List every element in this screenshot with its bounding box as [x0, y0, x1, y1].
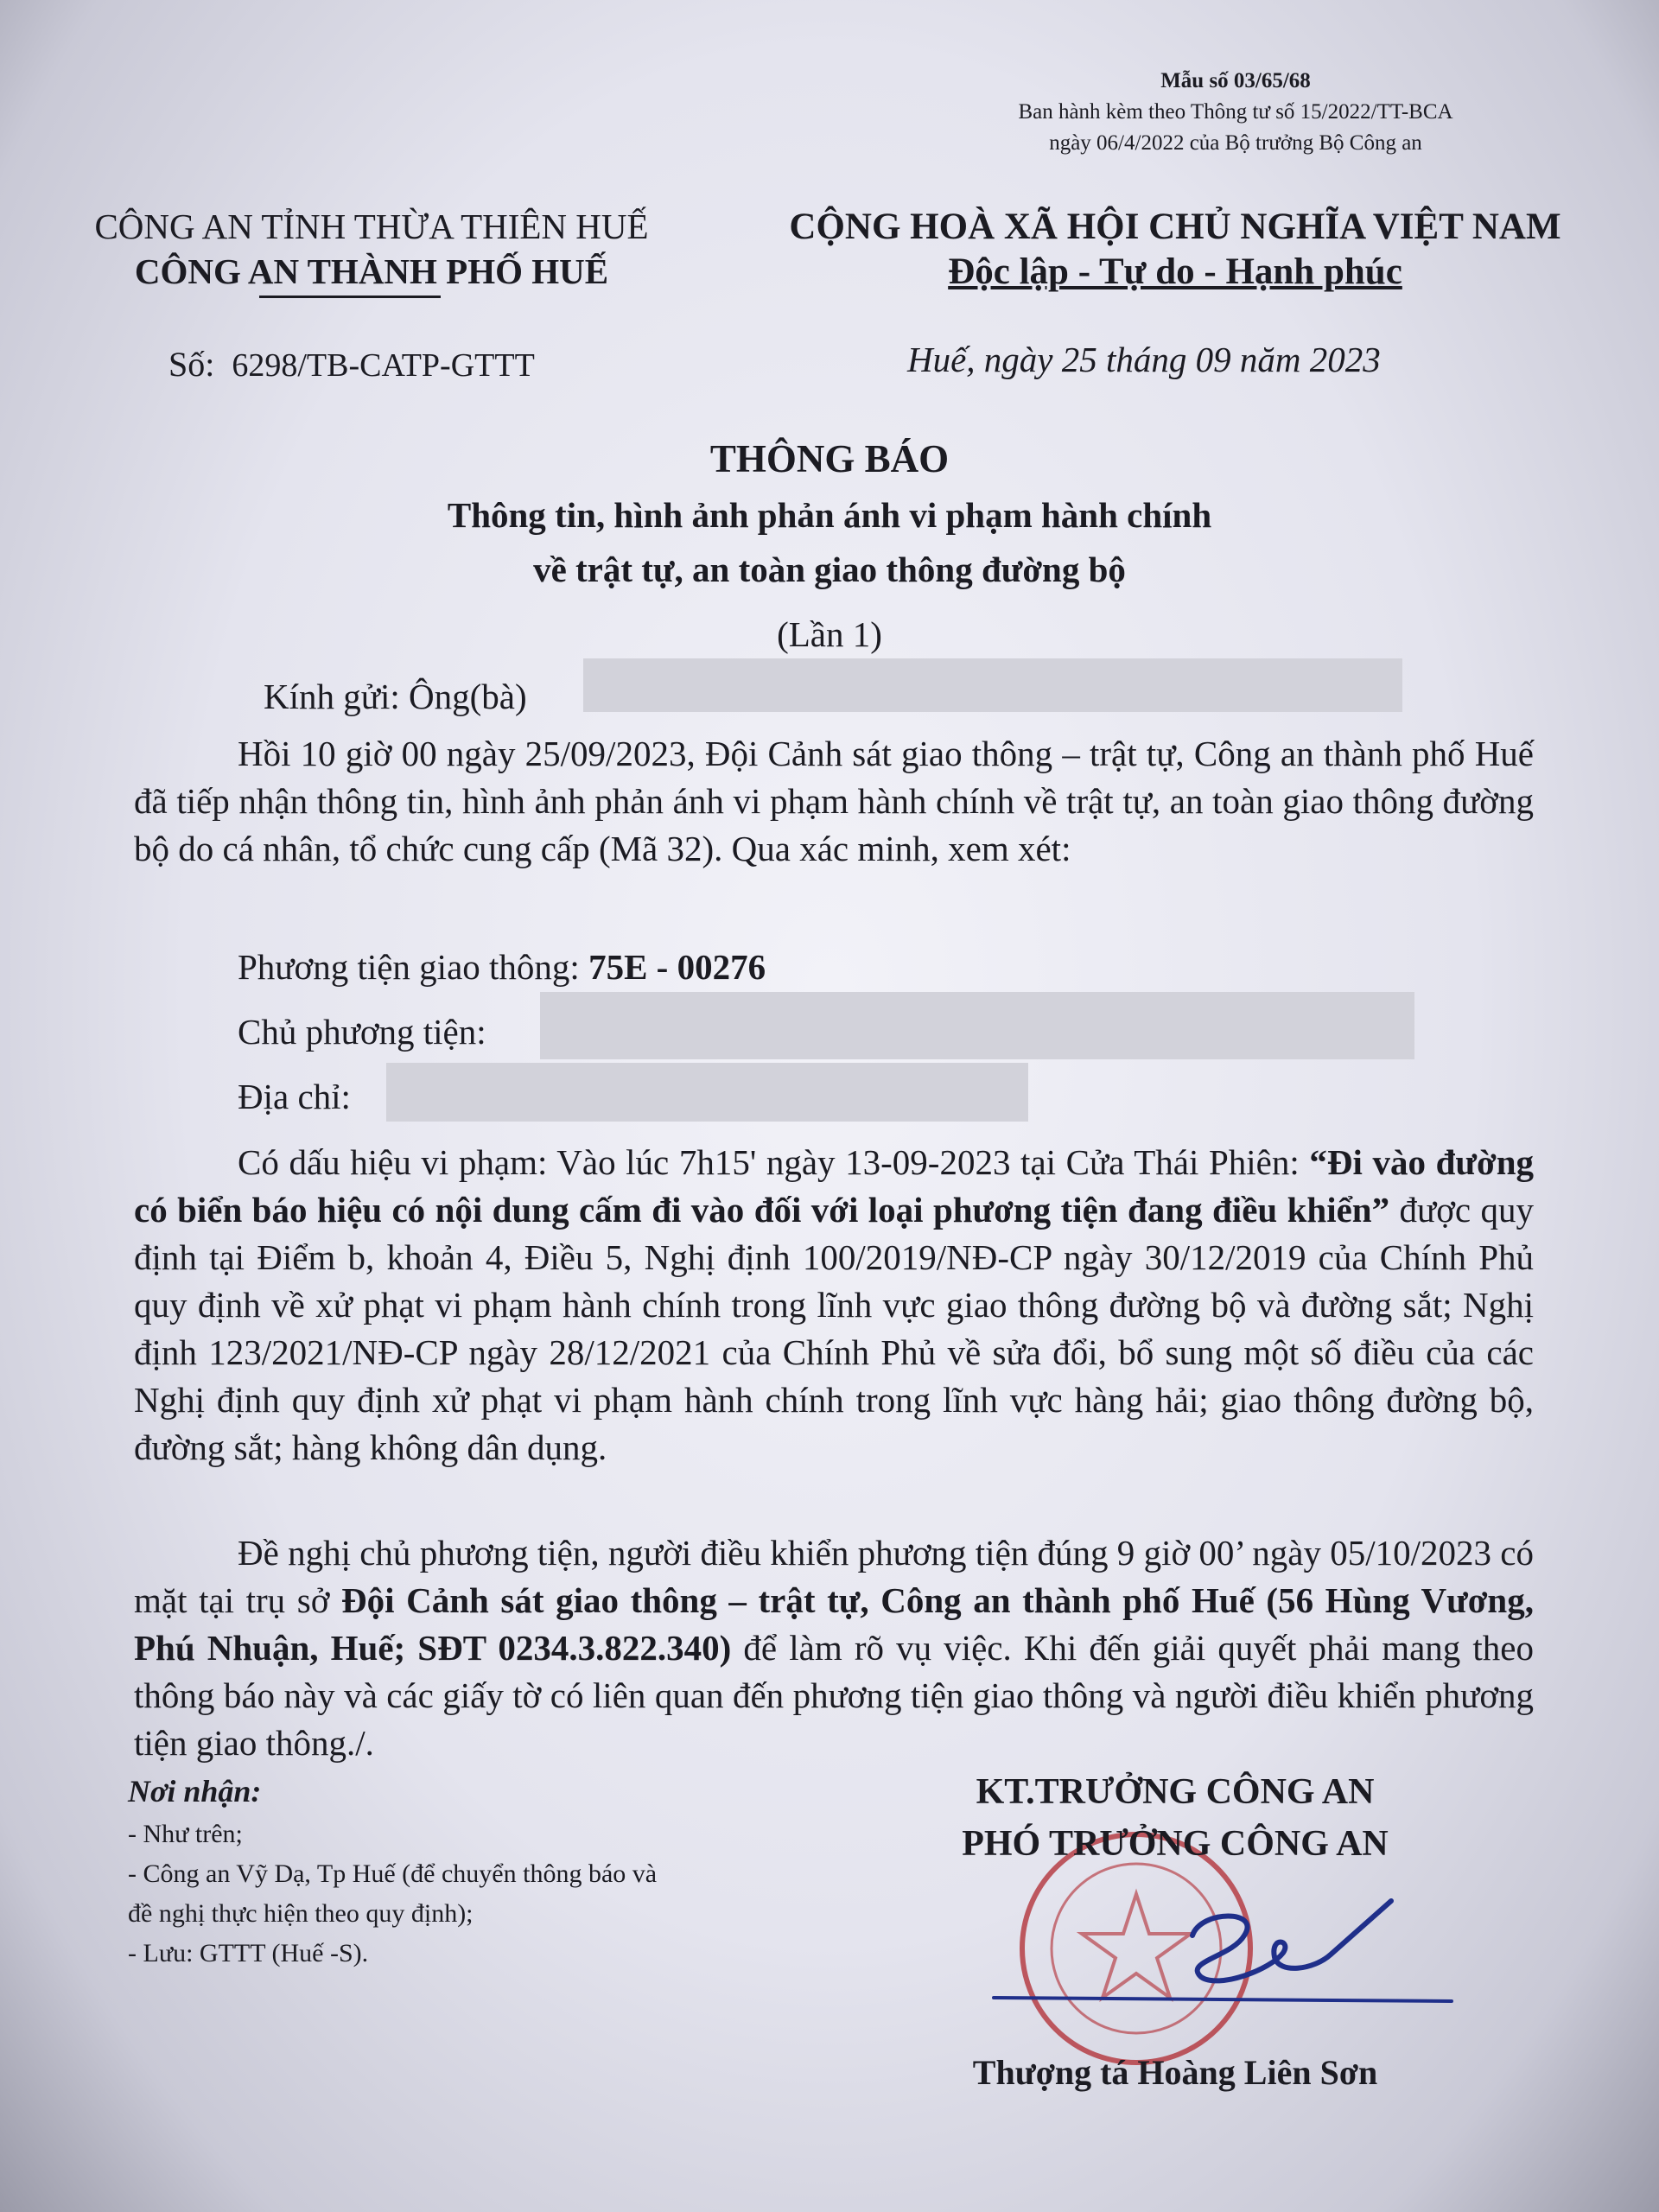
doc-number: 6298/TB-CATP-GTTT	[232, 347, 535, 384]
request-part2: để làm rõ vụ việc. Khi đến giải quyết phải mang theo thông báo này và các giấy tờ có liên quan đến phương tiện giao thông và người điều khiển phương tiện giao thông./.	[134, 1628, 1534, 1763]
recipient-item: - Như trên;	[128, 1820, 243, 1848]
form-issued-line2: ngày 06/4/2022 của Bộ trưởng Bộ Công an	[1049, 131, 1422, 155]
recipient-label: Kính gửi: Ông(bà)	[264, 677, 527, 716]
signer-name: Thượng tá Hoàng Liên Sơn	[972, 2053, 1378, 2092]
violation-lead: Có dấu hiệu vi phạm: Vào lúc 7h15' ngày 13-09-2023 tại Cửa Thái Phiên:	[238, 1142, 1300, 1182]
agency-parent: CÔNG AN TỈNH THỪA THIÊN HUẾ	[94, 207, 649, 246]
place-date: Huế, ngày 25 tháng 09 năm 2023	[907, 340, 1381, 379]
recipients-heading: Nơi nhận:	[128, 1774, 262, 1808]
nation-motto: Độc lập - Tự do - Hạnh phúc	[948, 251, 1402, 292]
address-label: Địa chỉ:	[238, 1077, 351, 1116]
request-part1: Đề nghị chủ phương tiện, người điều khiển phương tiện đúng 9 giờ 00’ ngày 05/10/2023 có mặt tại trụ sở	[134, 1533, 1534, 1620]
agency-underline	[259, 296, 441, 298]
recipient-item: đề nghị thực hiện theo quy định);	[128, 1899, 474, 1928]
request-paragraph	[134, 1529, 1534, 1767]
request-office: Đội Cảnh sát giao thông – trật tự, Công an thành phố Huế (56 Hùng Vương, Phú Nhuận, Huế; SĐT 0234.3.822.340)	[134, 1580, 1534, 1668]
form-issued-line1: Ban hành kèm theo Thông tư số 15/2022/TT-BCA	[1018, 100, 1453, 124]
vehicle-plate: 75E - 00276	[588, 947, 766, 987]
violation-quote: “Đi vào đường có biển báo hiệu có nội dung cấm đi vào đối với loại phương tiện đang điều khiển”	[134, 1142, 1535, 1230]
doc-number-label: Số:	[168, 345, 215, 384]
violation-paragraph	[134, 1139, 1534, 1471]
redacted-recipient	[583, 658, 1402, 712]
violation-rest: được quy định tại Điểm b, khoản 4, Điều 5, Nghị định 100/2019/NĐ-CP ngày 30/12/2019 của Chính Phủ quy định về xử phạt vi phạm hành chính trong lĩnh vực giao thông đường bộ và đường sắt; Nghị định 123/2021/NĐ-CP ngày 28/12/2021 của Chính Phủ về sửa đổi, bổ sung một số điều của các Nghị định quy định xử phạt vi phạm hành chính trong lĩnh vực hàng hải; giao thông đường bộ, đường sắt; hàng không dân dụng.	[134, 1190, 1534, 1467]
redacted-owner	[540, 992, 1414, 1059]
doc-subtitle-1: Thông tin, hình ảnh phản ánh vi phạm hành chính	[447, 495, 1212, 535]
intro-paragraph	[134, 730, 1534, 873]
signature-title-1: KT.TRƯỞNG CÔNG AN	[976, 1772, 1375, 1812]
vehicle-row	[238, 946, 766, 988]
owner-label: Chủ phương tiện:	[238, 1012, 486, 1052]
handwritten-signature	[985, 1875, 1469, 2013]
recipient-item: - Lưu: GTTT (Huế -S).	[128, 1939, 369, 1967]
form-number: Mẫu số 03/65/68	[1160, 69, 1311, 92]
vehicle-label: Phương tiện giao thông:	[238, 947, 580, 987]
recipient-item: - Công an Vỹ Dạ, Tp Huế (để chuyển thông báo và	[128, 1859, 658, 1888]
intro-text: Hồi 10 giờ 00 ngày 25/09/2023, Đội Cảnh sát giao thông – trật tự, Công an thành phố Huế đã tiếp nhận thông tin, hình ảnh phản ánh vi phạm hành chính về trật tự, an toàn giao thông đường bộ do cá nhân, tổ chức cung cấp (Mã 32). Qua xác minh, xem xét:	[134, 734, 1534, 868]
doc-times: (Lần 1)	[777, 614, 882, 654]
doc-title: THÔNG BÁO	[709, 437, 950, 480]
doc-subtitle-2: về trật tự, an toàn giao thông đường bộ	[533, 550, 1126, 589]
agency-name: CÔNG AN THÀNH PHỐ HUẾ	[134, 251, 609, 291]
signature-title-2: PHÓ TRƯỞNG CÔNG AN	[962, 1824, 1389, 1864]
recipients-list	[128, 1815, 657, 1974]
nation-name: CỘNG HOÀ XÃ HỘI CHỦ NGHĨA VIỆT NAM	[789, 207, 1561, 247]
doc-number-row	[168, 344, 535, 385]
redacted-address	[386, 1063, 1028, 1122]
